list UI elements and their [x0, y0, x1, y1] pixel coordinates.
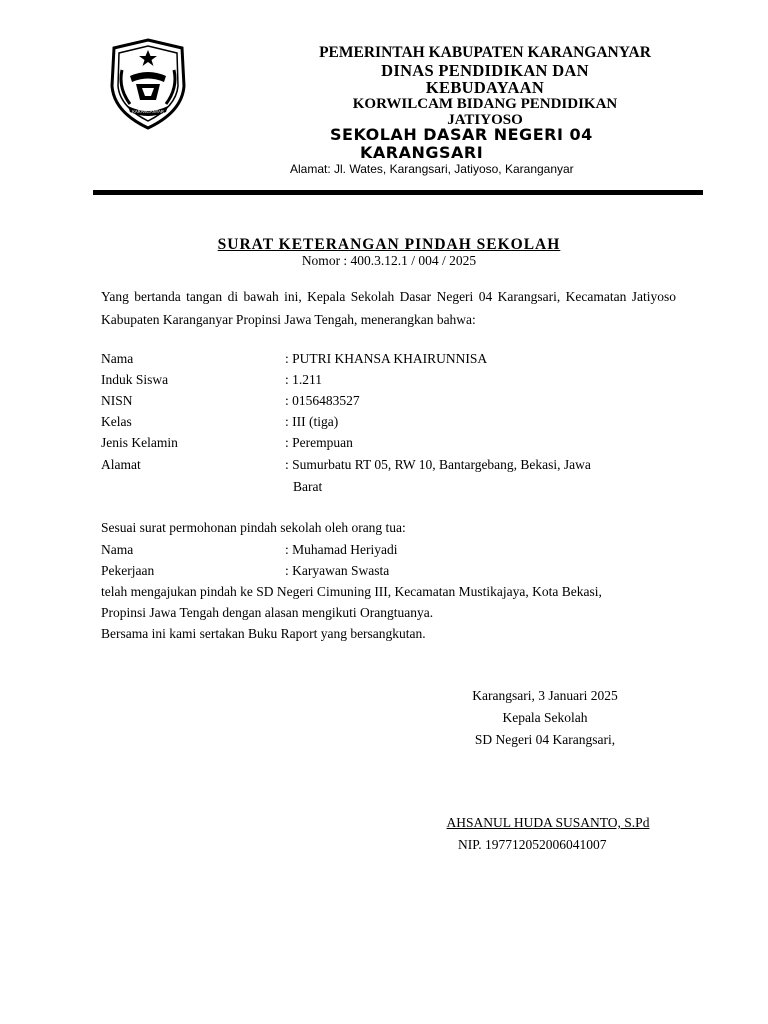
student-nisn-value: : 0156483527	[285, 393, 360, 408]
student-induk-value: : 1.211	[285, 372, 322, 387]
student-gender-label: Jenis Kelamin	[101, 435, 178, 450]
parent-name-value: : Muhamad Heriyadi	[285, 542, 398, 557]
header-korwilcam	[290, 96, 680, 128]
intro-paragraph: Yang bertanda tangan di bawah ini, Kepala Sekolah Dasar Negeri 04 Karangsari, Kecamatan Jatiyoso Kabupaten Karanganyar Propinsi Jawa Tengah, menerangkan bahwa:	[101, 289, 676, 327]
student-name-label: Nama	[101, 351, 134, 366]
request-intro: Sesuai surat permohonan pindah sekolah oleh orang tua:	[101, 520, 406, 535]
student-address-value: : Sumurbatu RT 05, RW 10, Bantargebang, Bekasi, Jawa	[285, 457, 591, 472]
header-department-line1: DINAS PENDIDIKAN DAN	[381, 61, 589, 80]
student-address-value-cont: Barat	[293, 479, 323, 494]
header-department	[290, 62, 680, 96]
letter-title: SURAT KETERANGAN PINDAH SEKOLAH	[217, 236, 561, 253]
parent-job-value: : Karyawan Swasta	[285, 563, 390, 578]
signature-school: SD Negeri 04 Karangsari,	[474, 732, 616, 747]
header-department-line2: KEBUDAYAAN	[425, 78, 545, 97]
body-line-1: telah mengajukan pindah ke SD Negeri Cimuning III, Kecamatan Mustikajaya, Kota Bekasi,	[101, 584, 602, 599]
body-line-3: Bersama ini kami sertakan Buku Raport yang bersangkutan.	[101, 626, 426, 641]
parent-job-label: Pekerjaan	[101, 563, 155, 578]
regency-emblem-logo	[108, 38, 188, 130]
body-line-2: Propinsi Jawa Tengah dengan alasan mengikuti Orangtuanya.	[101, 605, 434, 620]
header-korwilcam-line2: JATIYOSO	[447, 112, 523, 128]
student-nisn-label: NISN	[101, 393, 133, 408]
header-school-name	[330, 126, 650, 162]
student-kelas-value: : III (tiga)	[285, 414, 339, 429]
header-divider	[93, 190, 703, 195]
student-induk-label: Induk Siswa	[101, 372, 169, 387]
signature-name: AHSANUL HUDA SUSANTO, S.Pd	[446, 815, 650, 830]
signature-position: Kepala Sekolah	[502, 710, 588, 725]
header-school-line2: KARANGSARI	[360, 143, 484, 162]
svg-text:KARANGANYAR: KARANGANYAR	[132, 109, 164, 114]
header-korwilcam-line1: KORWILCAM BIDANG PENDIDIKAN	[352, 96, 618, 112]
signature-nip: NIP. 197712052006041007	[458, 837, 607, 852]
student-kelas-label: Kelas	[101, 414, 132, 429]
header-address: Alamat: Jl. Wates, Karangsari, Jatiyoso, Karanganyar	[290, 162, 574, 176]
letter-number: Nomor : 400.3.12.1 / 004 / 2025	[301, 253, 477, 268]
signature-place-date: Karangsari, 3 Januari 2025	[472, 688, 618, 703]
header-government: PEMERINTAH KABUPATEN KARANGANYAR	[319, 44, 651, 61]
parent-name-label: Nama	[101, 542, 134, 557]
student-name-value: : PUTRI KHANSA KHAIRUNNISA	[285, 351, 488, 366]
student-address-label: Alamat	[101, 457, 141, 472]
header-school-line1: SEKOLAH DASAR NEGERI 04	[330, 125, 593, 144]
student-gender-value: : Perempuan	[285, 435, 353, 450]
